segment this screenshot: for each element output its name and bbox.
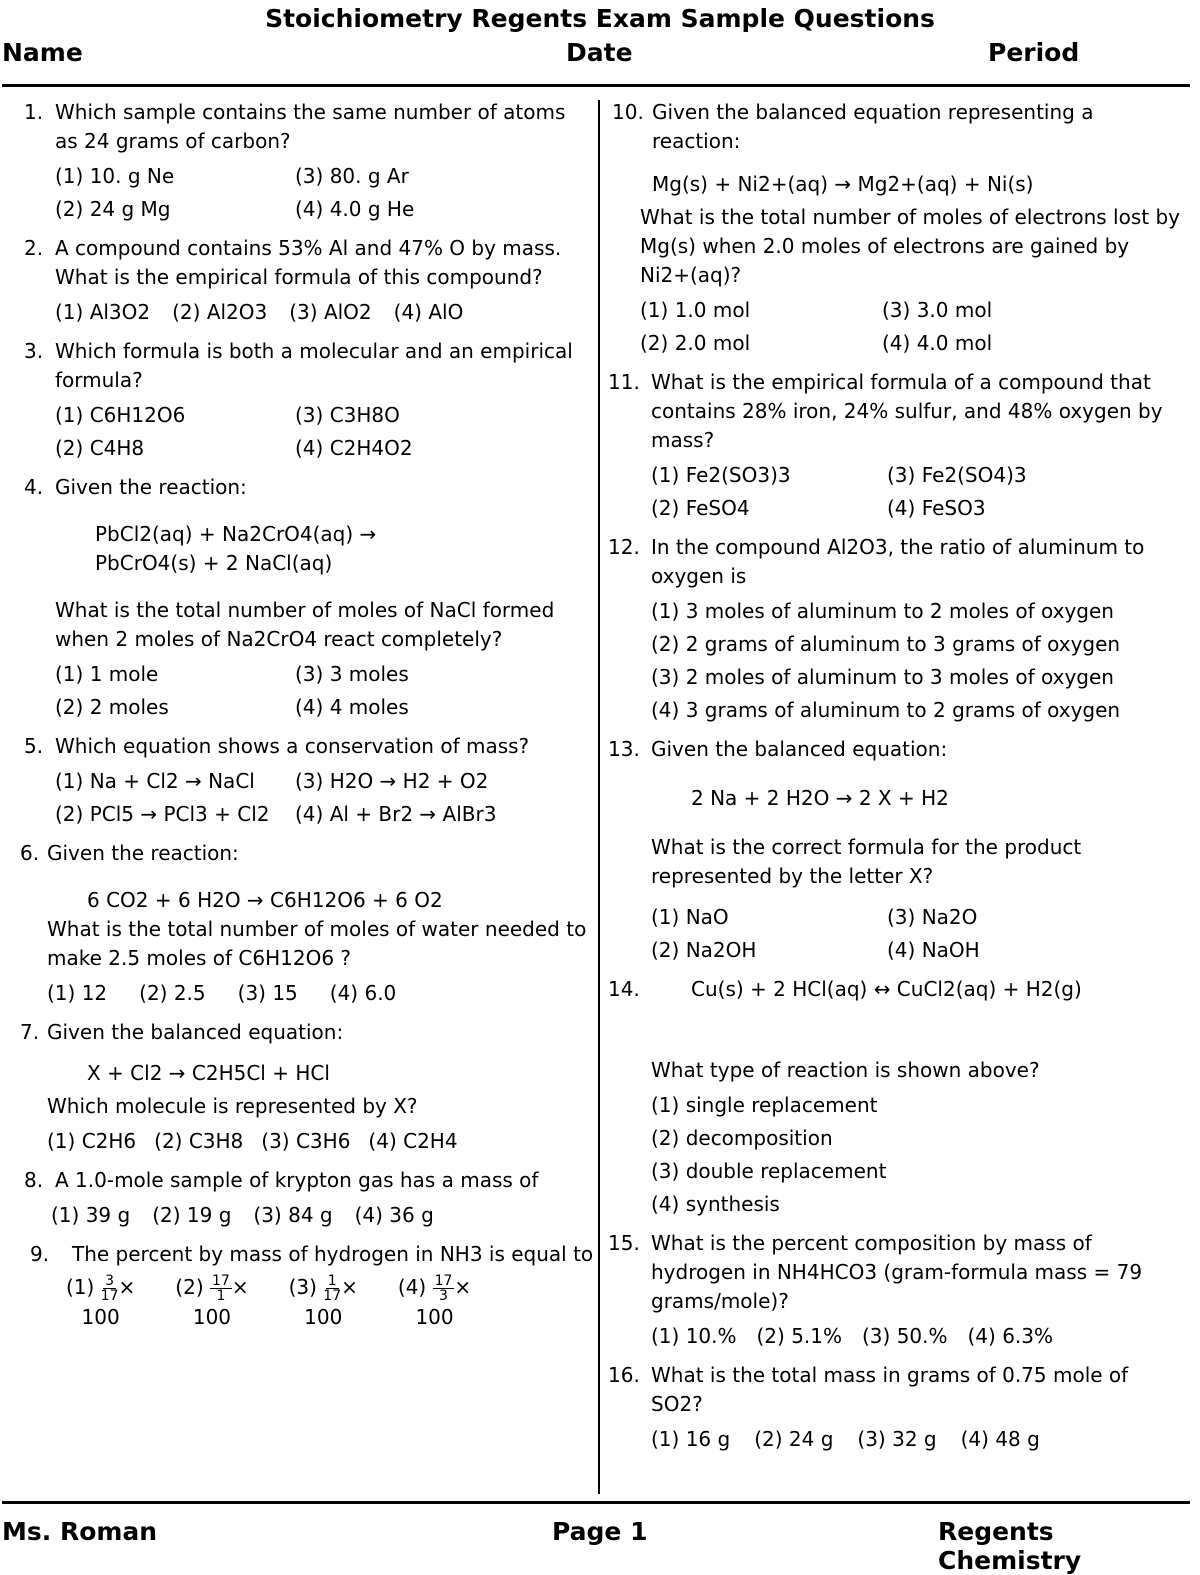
question-number: 1. — [24, 100, 44, 124]
choice-2[interactable]: (2) Al2O3 — [172, 300, 268, 324]
choice-3[interactable]: (3) AlO2 — [289, 300, 372, 324]
choice-1[interactable]: (1) 3 moles of aluminum to 2 moles of oxygen — [651, 599, 1114, 623]
question-text: The percent by mass of hydrogen in NH3 is equal to — [72, 1242, 594, 1266]
choice-2[interactable]: (2) C3H8 — [154, 1129, 244, 1153]
choice-4[interactable]: (4) 4 moles — [295, 695, 409, 719]
choice-1[interactable]: (1) 10.% — [651, 1324, 737, 1348]
choice-2[interactable]: (2) FeSO4 — [651, 496, 750, 520]
question-2 — [24, 234, 594, 327]
question-5 — [24, 732, 594, 829]
question-prompt: What type of reaction is shown above? — [651, 1058, 1040, 1082]
question-6 — [20, 839, 594, 1008]
equation-line-1: PbCl2(aq) + Na2CrO4(aq) → — [95, 522, 377, 546]
fraction — [323, 1274, 341, 1303]
choice-1[interactable]: (1) C6H12O6 — [55, 403, 186, 427]
numerator: 17 — [434, 1273, 453, 1289]
answer-choices — [651, 461, 1182, 523]
question-number: 10. — [612, 100, 644, 124]
choice-2[interactable]: (2) decomposition — [651, 1126, 833, 1150]
question-text: Which equation shows a conservation of mass? — [55, 734, 530, 758]
choice-4[interactable]: (4) 36 g — [354, 1203, 434, 1227]
course-name: Regents Chemistry — [938, 1517, 1082, 1575]
choice-3[interactable]: (3) 50.% — [862, 1324, 948, 1348]
choice-4[interactable]: (4) Al + Br2 → AlBr3 — [295, 802, 497, 826]
question-text: What is the empirical formula of a compound that contains 28% iron, 24% sulfur, and 48% oxygen by mass? — [651, 370, 1163, 452]
choice-3[interactable]: (3) double replacement — [651, 1159, 887, 1183]
fraction — [210, 1274, 232, 1303]
page-number: Page 1 — [552, 1517, 648, 1546]
choice-3[interactable]: (3) 80. g Ar — [295, 164, 409, 188]
answer-choices — [66, 1273, 594, 1332]
header-rule — [2, 84, 1190, 87]
choice-1[interactable]: (1) 10. g Ne — [55, 164, 175, 188]
choice-1[interactable]: (1) Fe2(SO3)3 — [651, 463, 791, 487]
question-text: Which sample contains the same number of atoms as 24 grams of carbon? — [55, 100, 566, 153]
choice-1[interactable]: (1) 16 g — [651, 1427, 731, 1451]
choice-3[interactable]: (3) C3H6 — [261, 1129, 351, 1153]
choice-4[interactable]: (4) AlO — [393, 300, 464, 324]
choice-1[interactable]: (1) single replacement — [651, 1093, 878, 1117]
question-number: 11. — [608, 370, 640, 394]
choice-2[interactable] — [175, 1273, 248, 1332]
choice-3[interactable]: (3) H2O → H2 + O2 — [295, 769, 489, 793]
choice-3[interactable] — [289, 1273, 358, 1332]
left-column — [20, 98, 594, 1342]
choice-4[interactable]: (4) 4.0 mol — [882, 331, 993, 355]
question-prompt: What is the correct formula for the product represented by the letter X? — [651, 835, 1082, 888]
choice-label: (1) — [66, 1275, 95, 1299]
reaction-equation: 2 Na + 2 H2O → 2 X + H2 — [691, 786, 949, 810]
choice-4[interactable]: (4) synthesis — [651, 1192, 780, 1216]
answer-choices — [651, 1425, 1182, 1454]
answer-choices — [651, 1322, 1182, 1351]
choice-2[interactable]: (2) 24 g Mg — [55, 197, 171, 221]
choice-3[interactable]: (3) 84 g — [253, 1203, 333, 1227]
choice-3[interactable]: (3) 15 — [237, 981, 298, 1005]
choice-1[interactable]: (1) 1 mole — [55, 662, 159, 686]
times-sign: × — [118, 1275, 136, 1299]
choice-1[interactable]: (1) C2H6 — [47, 1129, 137, 1153]
question-16 — [608, 1361, 1182, 1454]
question-9 — [30, 1240, 594, 1332]
multiplier: 100 — [81, 1305, 120, 1329]
choice-2[interactable]: (2) 2 grams of aluminum to 3 grams of oxygen — [651, 632, 1121, 656]
question-1 — [24, 98, 594, 224]
answer-choices — [640, 296, 1182, 358]
choice-1[interactable]: (1) NaO — [651, 905, 729, 929]
question-text: A compound contains 53% Al and 47% O by mass. What is the empirical formula of this compound? — [55, 236, 562, 289]
answer-choices — [651, 903, 1182, 965]
question-prompt: What is the total number of moles of electrons lost by Mg(s) when 2.0 moles of electrons are gained by Ni2+(aq)? — [640, 205, 1180, 287]
denominator: 17 — [323, 1288, 342, 1304]
question-number: 4. — [24, 475, 44, 499]
choice-2[interactable]: (2) 2.5 — [139, 981, 206, 1005]
times-sign: × — [454, 1275, 472, 1299]
denominator: 17 — [100, 1288, 119, 1304]
question-number: 3. — [24, 339, 44, 363]
equation-line-2: PbCrO4(s) + 2 NaCl(aq) — [95, 551, 333, 575]
choice-4[interactable]: (4) NaOH — [887, 938, 980, 962]
question-number: 2. — [24, 236, 44, 260]
choice-4[interactable]: (4) 6.3% — [967, 1324, 1053, 1348]
footer-rule — [2, 1501, 1190, 1504]
column-divider — [598, 100, 600, 1494]
choice-1[interactable] — [66, 1273, 135, 1332]
choice-3[interactable]: (3) Fe2(SO4)3 — [887, 463, 1027, 487]
reaction-equation: Cu(s) + 2 HCl(aq) ↔ CuCl2(aq) + H2(g) — [691, 977, 1082, 1001]
reaction-equation — [55, 520, 594, 578]
question-prompt: What is the total number of moles of NaCl formed when 2 moles of Na2CrO4 react completely? — [55, 598, 555, 651]
question-10 — [612, 98, 1182, 358]
multiplier: 100 — [192, 1305, 232, 1329]
choice-3[interactable]: (3) 2 moles of aluminum to 3 moles of oxygen — [651, 665, 1114, 689]
question-prompt: What is the total number of moles of water needed to make 2.5 moles of C6H12O6 ? — [47, 917, 587, 970]
question-text: Given the balanced equation: — [651, 737, 948, 761]
choice-2[interactable]: (2) 2 moles — [55, 695, 169, 719]
period-label: Period — [988, 38, 1080, 67]
choice-3[interactable]: (3) Na2O — [887, 905, 978, 929]
question-number: 16. — [608, 1363, 640, 1387]
question-number: 15. — [608, 1231, 640, 1255]
question-12 — [608, 533, 1182, 725]
choice-3[interactable]: (3) C3H8O — [295, 403, 400, 427]
choice-3[interactable]: (3) 3.0 mol — [882, 298, 993, 322]
denominator: 3 — [439, 1288, 448, 1304]
question-14 — [608, 975, 1182, 1219]
question-13 — [608, 735, 1182, 965]
question-number: 9. — [30, 1242, 50, 1266]
question-text: Given the balanced equation: — [47, 1020, 344, 1044]
choice-1[interactable]: (1) Na + Cl2 → NaCl — [55, 769, 255, 793]
choice-2[interactable]: (2) 24 g — [754, 1427, 834, 1451]
fraction — [101, 1274, 119, 1303]
multiplier: 100 — [304, 1305, 343, 1329]
right-column — [608, 98, 1182, 1464]
choice-4[interactable]: (4) 3 grams of aluminum to 2 grams of oxygen — [651, 698, 1121, 722]
question-text: What is the total mass in grams of 0.75 mole of SO2? — [651, 1363, 1129, 1416]
choice-4[interactable]: (4) 6.0 — [329, 981, 397, 1005]
question-text: Given the reaction: — [47, 841, 239, 865]
answer-choices — [55, 660, 594, 722]
question-3 — [24, 337, 594, 463]
teacher-name: Ms. Roman — [2, 1517, 158, 1546]
date-label: Date — [566, 38, 633, 67]
choice-2[interactable]: (2) Na2OH — [651, 938, 757, 962]
answer-choices — [55, 298, 594, 327]
choice-4[interactable]: (4) C2H4 — [368, 1129, 458, 1153]
name-label: Name — [2, 38, 83, 67]
answer-choices — [47, 979, 594, 1008]
answer-choices — [47, 1127, 594, 1156]
page-title: Stoichiometry Regents Exam Sample Questions — [265, 4, 935, 33]
question-15 — [608, 1229, 1182, 1351]
choice-1[interactable]: (1) 1.0 mol — [640, 298, 751, 322]
numerator: 1 — [327, 1273, 337, 1289]
choice-1[interactable]: (1) 39 g — [51, 1203, 131, 1227]
question-number: 13. — [608, 737, 640, 761]
numerator: 3 — [105, 1273, 115, 1289]
multiplier: 100 — [415, 1305, 454, 1329]
answer-choices — [51, 1201, 594, 1230]
choice-1[interactable]: (1) Al3O2 — [55, 300, 151, 324]
times-sign: × — [341, 1275, 358, 1299]
choice-4[interactable]: (4) 48 g — [960, 1427, 1040, 1451]
choice-1[interactable]: (1) 12 — [47, 981, 108, 1005]
question-4 — [24, 473, 594, 722]
fraction — [433, 1274, 455, 1303]
choice-2[interactable]: (2) 19 g — [152, 1203, 232, 1227]
denominator: 1 — [216, 1288, 226, 1304]
question-text: Given the balanced equation representing a reaction: — [652, 100, 1094, 153]
choice-4[interactable]: (4) C2H4O2 — [295, 436, 413, 460]
reaction-equation: Mg(s) + Ni2+(aq) → Mg2+(aq) + Ni(s) — [652, 172, 1034, 196]
question-8 — [24, 1166, 594, 1230]
choice-label: (3) — [288, 1275, 317, 1299]
question-text: In the compound Al2O3, the ratio of aluminum to oxygen is — [651, 535, 1145, 588]
choice-label: (2) — [175, 1275, 204, 1299]
question-text: What is the percent composition by mass of hydrogen in NH4HCO3 (gram-formula mass = 79 grams/mole)? — [651, 1231, 1143, 1313]
choice-4[interactable]: (4) FeSO3 — [887, 496, 986, 520]
question-number: 8. — [24, 1168, 44, 1192]
question-7 — [20, 1018, 594, 1156]
choice-2[interactable]: (2) PCl5 → PCl3 + Cl2 — [55, 802, 270, 826]
question-number: 5. — [24, 734, 44, 758]
choice-2[interactable]: (2) 2.0 mol — [640, 331, 751, 355]
question-number: 7. — [20, 1020, 40, 1044]
question-text: Given the reaction: — [55, 475, 247, 499]
numerator: 17 — [212, 1273, 230, 1289]
choice-2[interactable]: (2) 5.1% — [756, 1324, 842, 1348]
choice-3[interactable]: (3) 3 moles — [295, 662, 409, 686]
choice-2[interactable]: (2) C4H8 — [55, 436, 145, 460]
answer-choices — [55, 767, 594, 829]
question-prompt: Which molecule is represented by X? — [47, 1094, 418, 1118]
times-sign: × — [231, 1275, 249, 1299]
question-text: Which formula is both a molecular and an empirical formula? — [55, 339, 573, 392]
question-number: 6. — [20, 841, 40, 865]
reaction-equation: 6 CO2 + 6 H2O → C6H12O6 + 6 O2 — [87, 888, 443, 912]
choice-4[interactable] — [398, 1273, 471, 1332]
answer-choices — [55, 162, 594, 224]
choice-4[interactable]: (4) 4.0 g He — [295, 197, 415, 221]
question-text: A 1.0-mole sample of krypton gas has a mass of — [55, 1168, 539, 1192]
question-number: 12. — [608, 535, 640, 559]
answer-choices — [55, 401, 594, 463]
question-11 — [608, 368, 1182, 523]
choice-label: (4) — [397, 1275, 427, 1299]
reaction-equation: X + Cl2 → C2H5Cl + HCl — [87, 1061, 330, 1085]
question-number: 14. — [608, 977, 640, 1001]
answer-choices — [651, 597, 1182, 725]
choice-3[interactable]: (3) 32 g — [857, 1427, 937, 1451]
answer-choices — [651, 1091, 1182, 1219]
